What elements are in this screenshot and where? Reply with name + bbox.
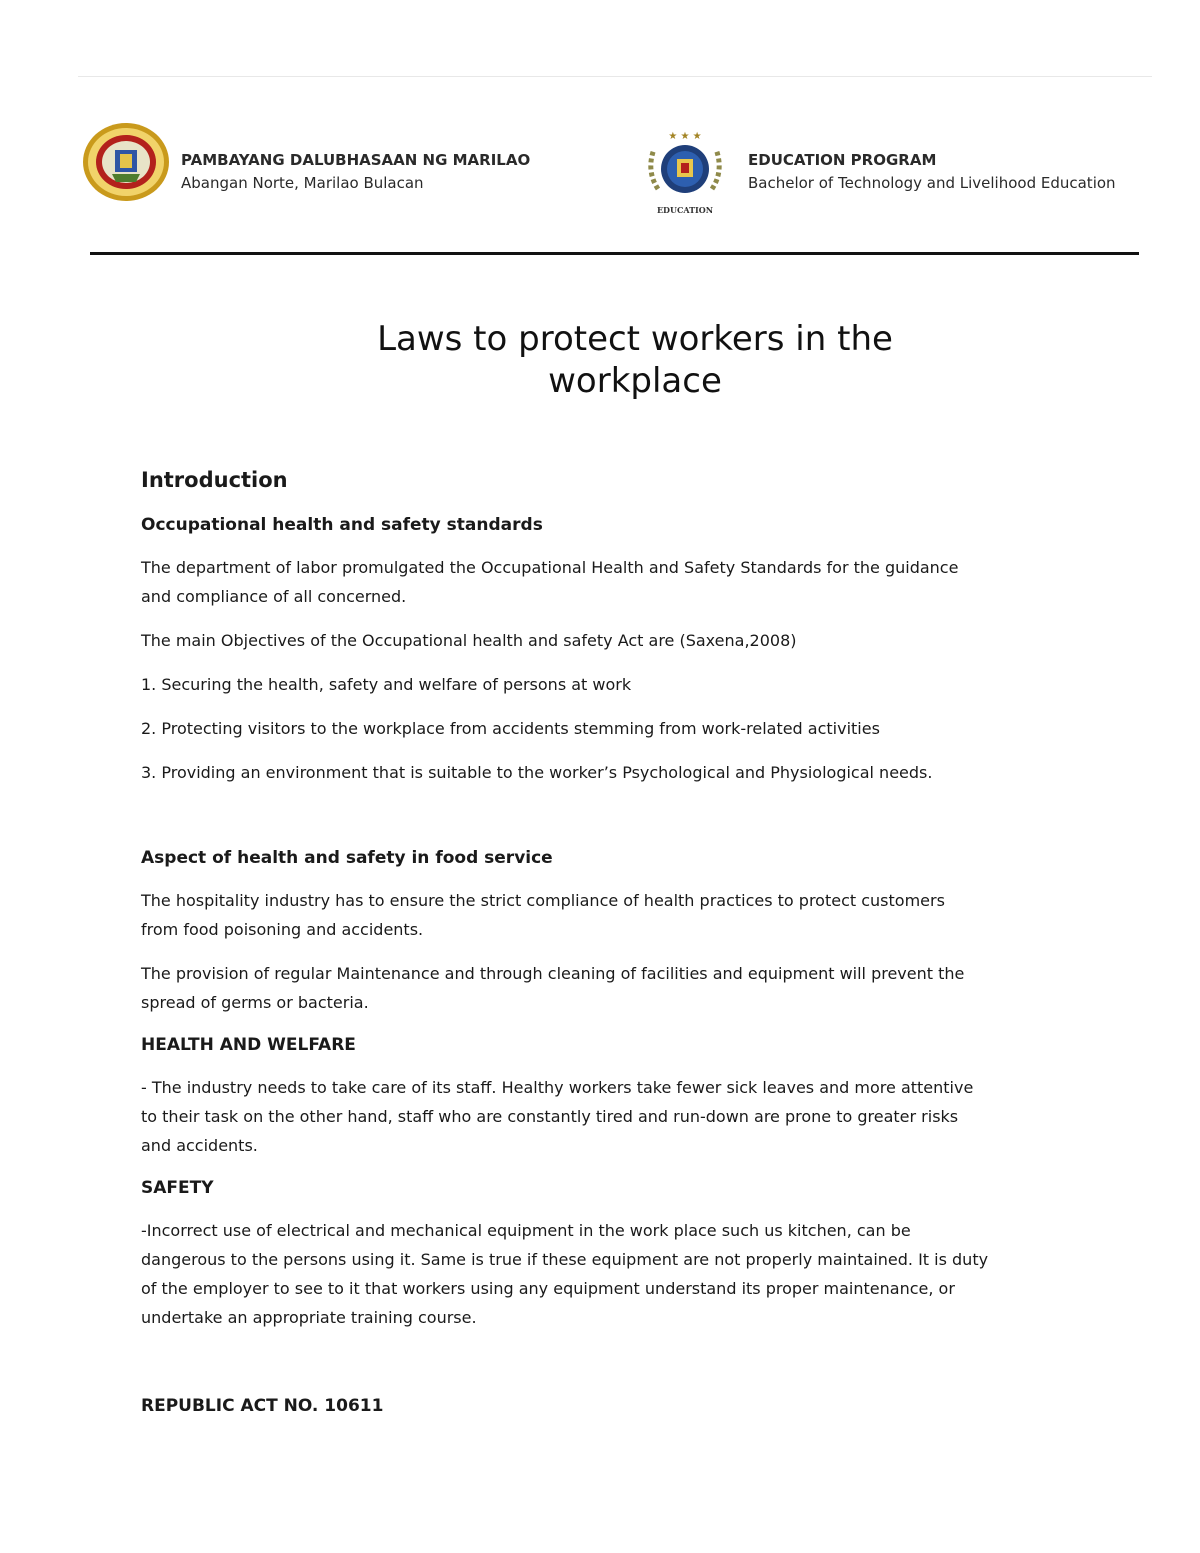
title-line-1: Laws to protect workers in the [377,319,893,359]
introduction-heading: Introduction [141,468,288,492]
food-paragraph-line: The hospitality industry has to ensure the strict compliance of health practices to protect customers [141,891,945,910]
safety-line: dangerous to the persons using it. Same is true if these equipment are not properly maintained. It is duty [141,1250,989,1269]
safety-line: -Incorrect use of electrical and mechanical equipment in the work place such us kitchen, can be [141,1221,911,1240]
health-welfare-line: - The industry needs to take care of its staff. Healthy workers take fewer sick leaves and more attentive [141,1078,974,1097]
food-paragraph-line: spread of germs or bacteria. [141,993,369,1012]
title-line-2: workplace [548,361,722,401]
health-welfare-line: and accidents. [141,1136,258,1155]
program-header-block [748,150,1116,196]
program-name: EDUCATION PROGRAM [748,151,937,169]
health-welfare-line: to their task on the other hand, staff who are constantly tired and run-down are prone to greater risks [141,1107,959,1126]
logo-caption: EDUCATION [656,205,714,215]
safety-line: of the employer to see to it that workers using any equipment understand its proper maintenance, or [141,1279,955,1298]
college-name: PAMBAYANG DALUBHASAAN NG MARILAO [181,151,531,169]
ohs-paragraph-line: The department of labor promulgated the Occupational Health and Safety Standards for the guidance [141,558,959,577]
college-seal-icon [82,122,170,202]
ohs-heading: Occupational health and safety standards [141,515,543,535]
objective-item: 3. Providing an environment that is suitable to the worker’s Psychological and Physiological needs. [141,763,933,782]
objective-item: 2. Protecting visitors to the workplace from accidents stemming from work-related activities [141,719,880,738]
page-top-divider [78,76,1152,77]
safety-line: undertake an appropriate training course. [141,1308,477,1327]
svg-text:★ ★ ★: ★ ★ ★ [668,131,702,142]
header-divider [90,252,1139,255]
program-degree: Bachelor of Technology and Livelihood Education [748,174,1116,192]
objective-item: 1. Securing the health, safety and welfare of persons at work [141,675,632,694]
republic-act-heading: REPUBLIC ACT NO. 10611 [141,1396,384,1416]
ohs-paragraph-line: and compliance of all concerned. [141,587,407,606]
food-service-heading: Aspect of health and safety in food service [141,848,553,868]
document-body [141,463,1071,1420]
education-program-logo-icon [640,127,730,217]
objectives-intro: The main Objectives of the Occupational health and safety Act are (Saxena,2008) [141,631,797,650]
college-header-block [181,150,530,196]
document-title [290,318,980,402]
college-address: Abangan Norte, Marilao Bulacan [181,174,424,192]
food-paragraph-line: from food poisoning and accidents. [141,920,424,939]
safety-heading: SAFETY [141,1178,214,1198]
health-welfare-heading: HEALTH AND WELFARE [141,1035,356,1055]
food-paragraph-line: The provision of regular Maintenance and through cleaning of facilities and equipment will prevent the [141,964,965,983]
